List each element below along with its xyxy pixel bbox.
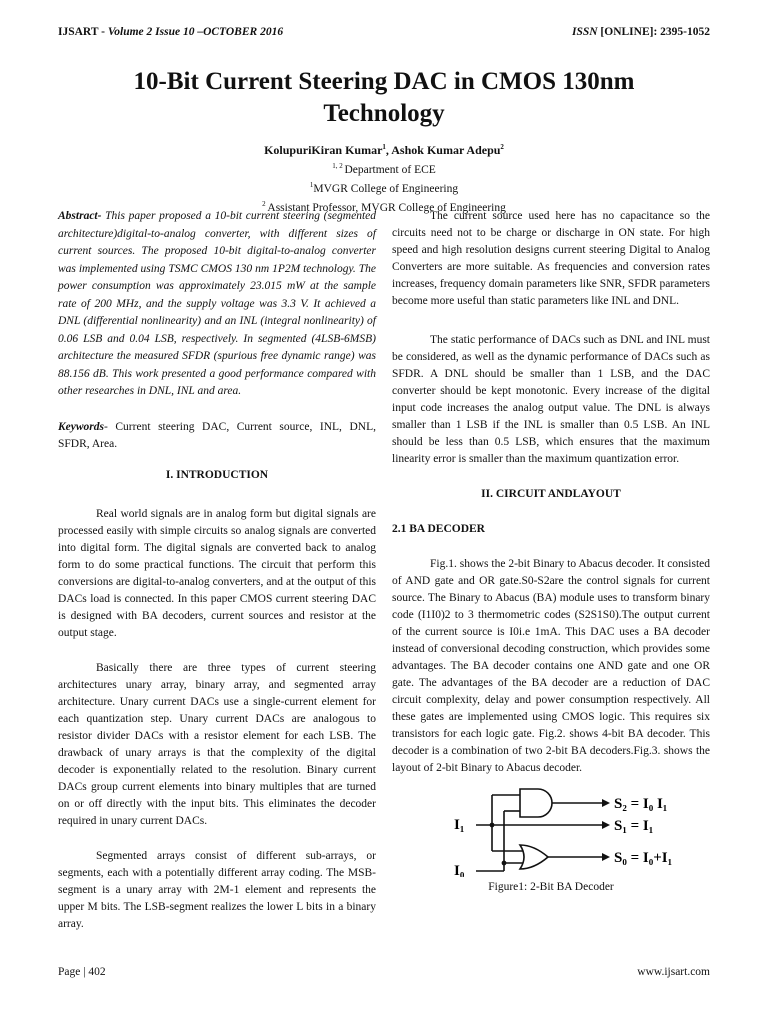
author-block <box>60 140 708 215</box>
abstract-label: Abstract- <box>58 210 102 222</box>
intro-paragraph-1: Real world signals are in analog form but digital signals are processed easily with simple circuits so analog signals are converted into digital form. The digital signals are converted back to analog form to do some practical functions. The circuit that perform this conversions are digital-to-analog converters, and at the output of this DACs load is connected. In this paper CMOS current steering DAC is designed with BA decoders, current sources and resistor at the output stage. <box>58 507 376 639</box>
author-names <box>60 140 708 158</box>
keywords-text: - Current steering DAC, Current source, INL, DNL, SFDR, Area. <box>58 420 376 450</box>
intro-paragraph-3: Segmented arrays consist of different sub-arrays, or segments, each with a potentially different array coding. The MSB-segment is a unary array with 2M-1 element and represents the upper M bits. The LSB-segment realizes the lower L bits in a binary array. <box>58 849 376 930</box>
keywords-label: Keywords <box>58 420 104 433</box>
journal-name: IJSART - <box>58 26 108 38</box>
page-number: Page | 402 <box>58 966 106 978</box>
right-column <box>392 208 710 896</box>
issn-label: ISSN <box>571 26 601 38</box>
right-paragraph-1: The current source used here has no capacitance so the circuits need not to be charge or discharge in ON state. For high speed and high resolution designs current steering Digital to Analog Converters are more suitable. As frequencies and conversion rates increases, frequency domain parameters like SNR, SFDR parameters become more useful than static parameters like INL and DNL. <box>392 210 710 307</box>
or-gate-icon <box>520 845 548 869</box>
dept-text: Department of ECE <box>344 163 436 176</box>
output-s0-label: S₀ = I₀+I₁ <box>614 850 673 866</box>
issn-info <box>572 26 710 38</box>
author-separator: , <box>385 143 392 157</box>
ba-decoder-figure <box>392 785 710 877</box>
figure-caption: Figure1: 2-Bit BA Decoder <box>488 881 614 893</box>
abstract <box>58 208 376 401</box>
right-paragraph-2: The static performance of DACs such as DNL and INL must be considered, as well as the dynamic performance of DACs such as SFDR. A DNL should be smaller than 1 LSB, and the DAC converter should be kept monotonic. Every increase of the digital input code increases the analog output value. The DNL is always smaller than 1 LSB if the INL is smaller than 0.5 LSB. An INL should be less than 0.5 LSB, which ensures that the maximum linearity error is smaller than the maximum quantization error. <box>392 334 710 465</box>
keywords <box>58 419 376 453</box>
author-1: KolupuriKiran Kumar <box>264 143 383 157</box>
left-column <box>58 208 376 933</box>
title-line-1: 10-Bit Current Steering DAC in CMOS 130nm <box>133 68 635 95</box>
and-gate-icon <box>520 789 552 817</box>
paper-title <box>40 66 728 130</box>
journal-url[interactable]: www.ijsart.com <box>637 966 710 978</box>
author-2: Ashok Kumar Adepu <box>391 143 501 157</box>
author-2-sup: 2 <box>500 143 504 151</box>
output-s2-label: S₂ = I₀ I₁ <box>614 796 668 812</box>
ba-decoder-paragraph: Fig.1. shows the 2-bit Binary to Abacus decoder. It consisted of AND gate and OR gate.S0-S2are the control signals for current source. The Binary to Abacus (BA) module uses to transform binary code (I1I0)2 to 3 thermometric codes (S2S1S0).The output current of the current source is I0i.e 1mA. This DAC uses a BA decoder instead of conversional decoding construction, which provides some advantages. The BA decoder contains one AND gate and one OR gate. The advantages of the BA decoder are a reduction of DAC circuit complexity, delay and power consumption respectively. All these gates are implemented using CMOS logic. This requires six transistors for each logic gate. Fig.2. shows 4-bit BA decoder. This decoder is a combination of two 2-bit BA decoders.Fig.3. shows the layout of 2-bit Binary to Abacus decoder. <box>392 558 710 774</box>
running-header <box>58 26 710 42</box>
aff2-text: Assistant Professor, MVGR College of Engineering <box>267 201 506 214</box>
affiliation-1 <box>60 178 708 197</box>
aff2-sup: 2 <box>262 199 268 208</box>
journal-info <box>58 26 283 38</box>
aff1-sup: 1 <box>309 180 314 189</box>
title-line-2: Technology <box>323 100 445 127</box>
aff1-text: MVGR College of Engineering <box>313 182 459 195</box>
dept-sup: 1, 2 <box>332 162 345 170</box>
intro-paragraph-2: Basically there are three types of current steering architectures unary array, binary array, and segmented array architecture. Unary current DACs use a single-current element for each quantization step. Unary current DACs are analogous to resistor divider DACs with a resistor element for each LSB. The drawback of unary arrays is that the complexity of the digital decoder is exponentially related to the resolution. Binary current DACs group current elements into binary multiples that are turned on or off directly with the input bits. This eliminates the decoder required in unary current DACs. <box>58 661 376 827</box>
ba-decoder-diagram <box>392 785 710 877</box>
ba-decoder-heading: 2.1 BA DECODER <box>392 523 485 535</box>
issn-value: [ONLINE]: 2395-1052 <box>600 26 710 38</box>
output-s1-label: S₁ = I₁ <box>614 818 654 834</box>
author-1-sup: 1 <box>382 143 386 151</box>
input-i1-label: I₁ <box>454 817 465 833</box>
input-i0-label: I₀ <box>454 863 465 877</box>
intro-heading: I. INTRODUCTION <box>165 468 269 481</box>
volume-issue: Volume 2 Issue 10 –OCTOBER 2016 <box>107 26 284 38</box>
abstract-text: This paper proposed a 10-bit current steering (segmented architecture)digital-to-analog converter, with different sizes of current sources. The proposed 10-bit digital-to-analog converter was implemented using TSMC CMOS 130 nm 1P2M technology. The power consumption was approximately 23.015 mW at the sample rate of 200 MHz, and the supply voltage was 3.3 V. It achieved a DNL (differential nonlinearity) and an INL (integral nonlinearity) of 0.06 LSB and 0.04 LSB, respectively. In segmented (4LSB-6MSB) architecture the measured SFDR (spurious free dynamic range) was 88.156 dB. This work presented a good performance compared with other researches in DNL, INL and area. <box>58 210 376 397</box>
department <box>60 159 708 178</box>
circuit-heading: II. CIRCUIT ANDLAYOUT <box>481 488 621 500</box>
